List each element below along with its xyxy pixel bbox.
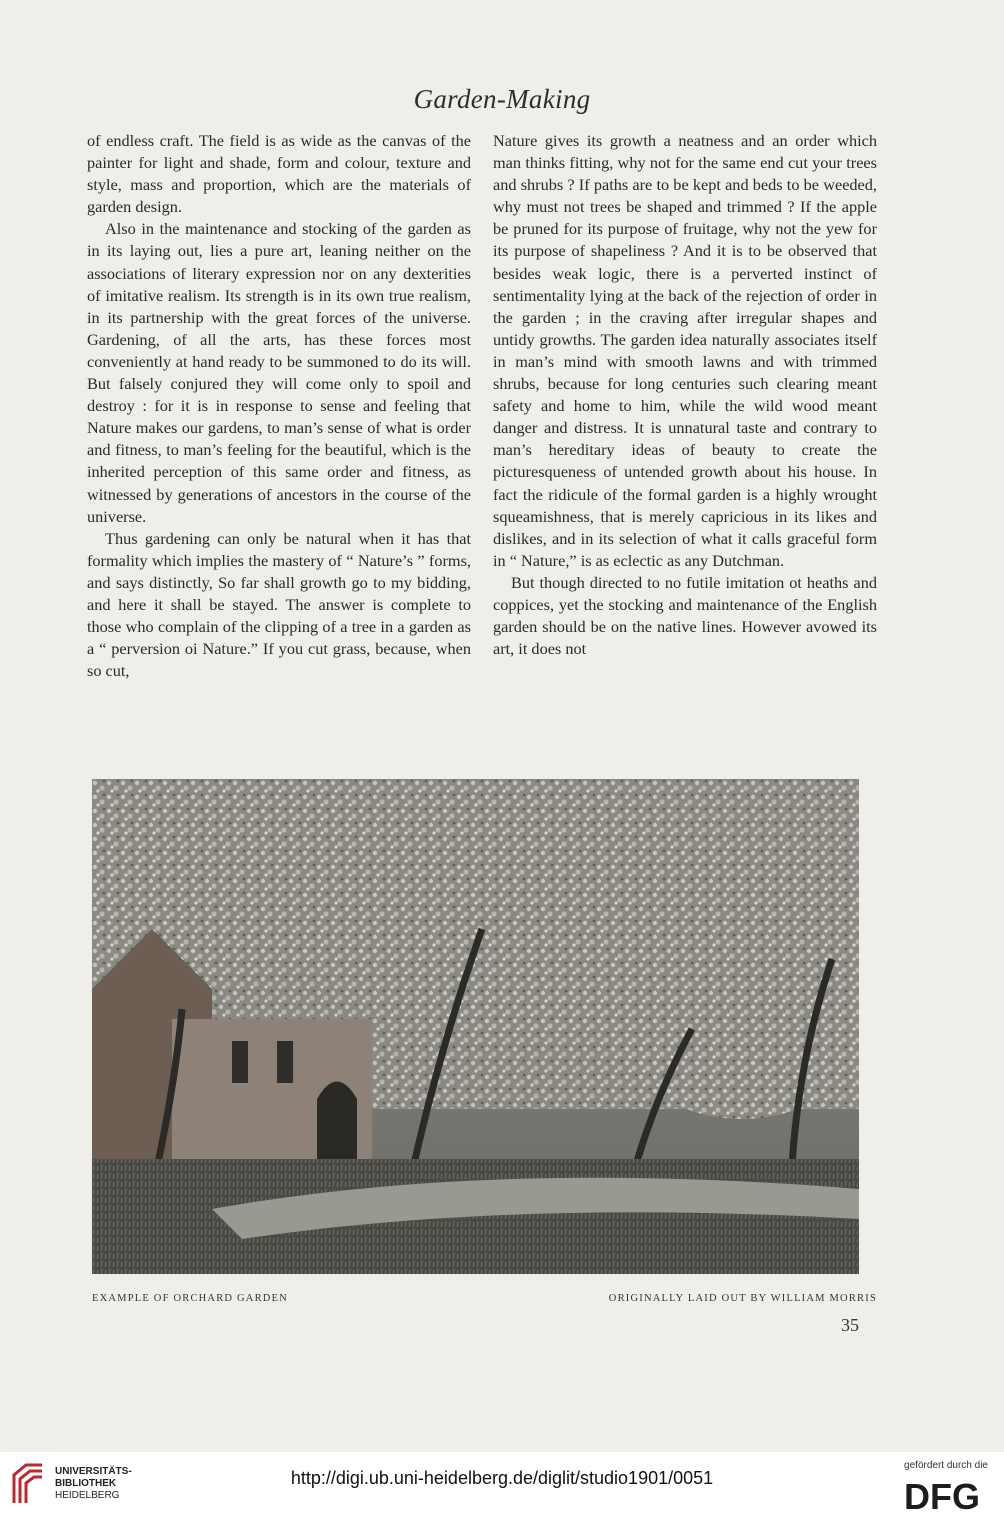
right-column	[493, 130, 877, 660]
library-line: HEIDELBERG	[55, 1490, 120, 1501]
library-line: BIBLIOTHEK	[55, 1478, 117, 1489]
funded-by-text: gefördert durch die	[904, 1460, 988, 1471]
dfg-logo-text: DFG	[904, 1478, 980, 1514]
figure-caption-left: EXAMPLE OF ORCHARD GARDEN	[92, 1293, 288, 1304]
paragraph: of endless craft. The field is as wide as the canvas of the painter for light and shade, form and colour, texture and style, mass and proportion, which are the materials of garden design.	[87, 131, 471, 217]
paragraph: Nature gives its growth a neatness and an order which man thinks fitting, why not for the same end cut your trees and shrubs ? If paths are to be kept and beds to be weeded, why must not trees be shaped and trimmed ? If the apple be pruned for its purpose of fruitage, why not the yew for its purpose of shapeliness ? And it is to be observed that besides weak logic, there is a perverted instinct of sentimentality lying at the back of the rejection of order in the garden ; in the craving after irregular shapes and untidy growths. The garden idea naturally associates itself in man’s mind with smooth lawns and with trimmed shrubs, because for long centuries such clearing meant safety and home to him, while the wild wood meant danger and distress. It is unnatural taste and contrary to man’s hereditary ideas of beauty to create the picturesqueness of untended growth about his house. In fact the ridicule of the formal garden is a highly wrought squeamishness, that is merely capricious in its likes and dislikes, and in its selection of what it calls graceful form in “ Nature,” is as eclectic as any Dutchman.	[493, 131, 877, 570]
page-number: 35	[841, 1315, 859, 1335]
figure-caption-right: ORIGINALLY LAID OUT BY WILLIAM MORRIS	[608, 1293, 877, 1304]
source-url-link[interactable]: http://digi.ub.uni-heidelberg.de/diglit/studio1901/0051	[290, 1468, 714, 1488]
paragraph: Thus gardening can only be natural when it has that formality which implies the mastery of “ Nature’s ” forms, and says distinctly, So far shall growth go to my bidding, and here it shall be stayed. The answer is complete to those who complain of the clipping of a tree in a garden as a “ perversion oi Nature.” If you cut grass, because, when so cut,	[87, 528, 471, 681]
left-column	[87, 130, 471, 682]
dfg-logo-icon	[894, 1478, 990, 1514]
paragraph: Also in the maintenance and stocking of the garden as in its laying out, lies a pure art, leaning neither on the associations of literary expression nor on any dexterities of imitative realism. Its strength is in its own true realism, in its partnership with the great forces of the universe. Gardening, of all the arts, has these forces most conveniently at hand ready to be summoned to do its will. But falsely conjured they will come only to spoil and destroy : for it is in response to sense and feeling that Nature makes our gardens, to man’s sense of what is order and fitness, to man’s feeling for the beautiful, which is the inherited perception of this same order and fitness, as witnessed by generations of ancestors in the course of the universe.	[87, 219, 471, 526]
library-line: UNIVERSITÄTS-	[55, 1466, 132, 1477]
orchard-garden-photograph	[92, 779, 859, 1274]
paragraph: But though directed to no futile imitation ot heaths and coppices, yet the stocking and maintenance of the English garden should be on the native lines. However avowed its art, it does not	[493, 572, 877, 659]
running-head: Garden-Making	[413, 84, 591, 114]
